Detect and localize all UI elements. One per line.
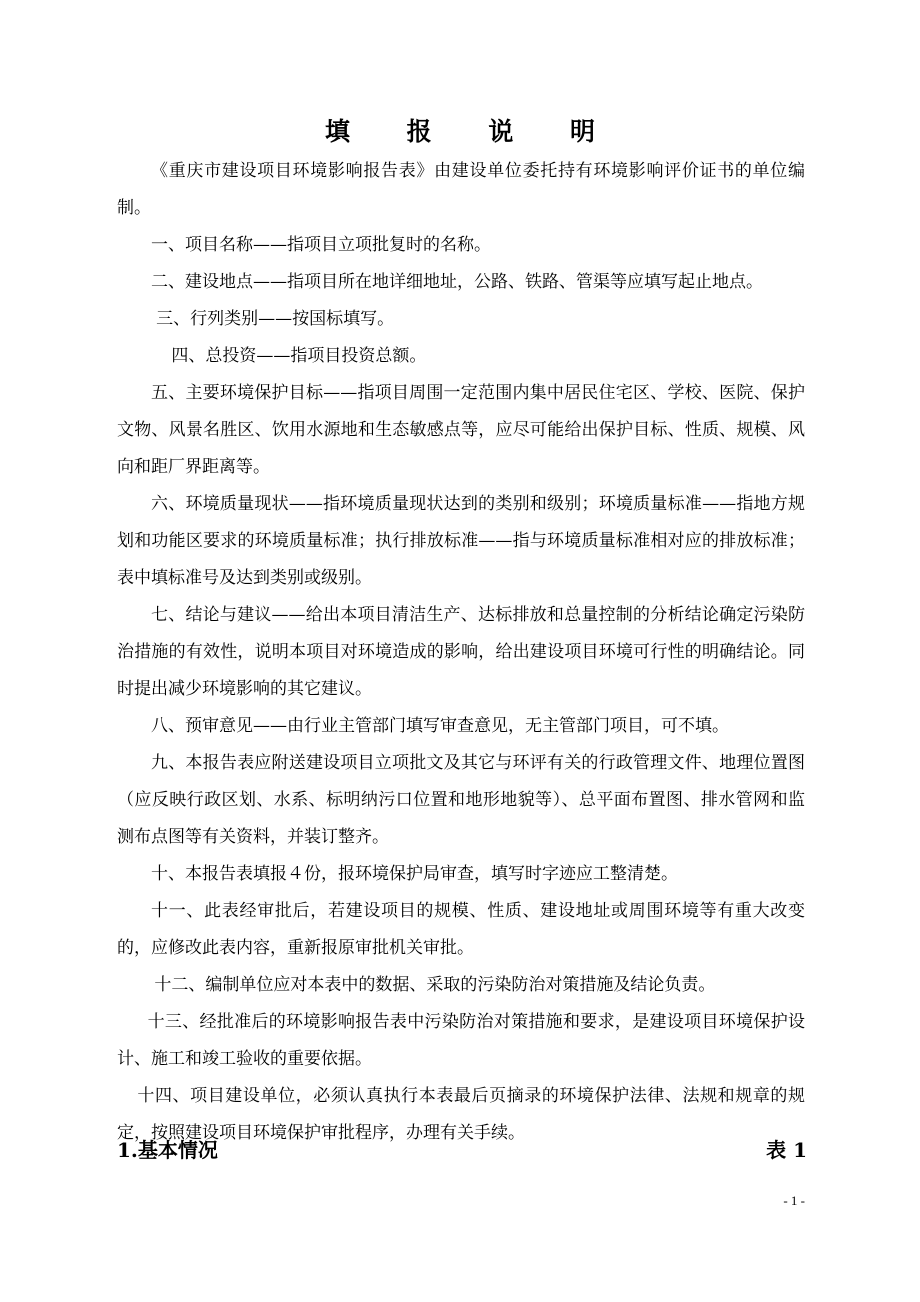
page-title: 填 报 说 明 [324, 117, 620, 146]
page-number: - 1 - [783, 1193, 805, 1208]
instruction-paragraph: 六、环境质量现状——指环境质量现状达到的类别和级别；环境质量标准——指地方规划和功能区要求的环境质量标准；执行排放标准——指与环境质量标准相对应的排放标准；表中填标准号及达到类别或级别。 [117, 494, 805, 588]
table-label: 表 1 [766, 1137, 807, 1162]
instructions-body [117, 153, 805, 1152]
instruction-paragraph: 九、本报告表应附送建设项目立项批文及其它与环评有关的行政管理文件、地理位置图（应反映行政区划、水系、标明纳污口位置和地形地貌等）、总平面布置图、排水管网和监测布点图等有关资料，并装订整齐。 [117, 753, 805, 847]
instruction-paragraph: 十一、此表经审批后，若建设项目的规模、性质、建设地址或周围环境等有重大改变的，应修改此表内容，重新报原审批机关审批。 [117, 901, 805, 958]
instruction-paragraph: 《重庆市建设项目环境影响报告表》由建设单位委托持有环境影响评价证书的单位编制。 [117, 161, 805, 218]
section-heading: 1.基本情况 [117, 1137, 218, 1162]
instruction-paragraph: 七、结论与建议——给出本项目清洁生产、达标排放和总量控制的分析结论确定污染防治措施的有效性，说明本项目对环境造成的影响，给出建设项目环境可行性的明确结论。同时提出减少环境影响的其它建议。 [117, 605, 805, 699]
instruction-paragraph: 一、项目名称——指项目立项批复时的名称。 [151, 235, 491, 255]
instruction-paragraph: 十四、项目建设单位，必须认真执行本表最后页摘录的环境保护法律、法规和规章的规定，按照建设项目环境保护审批程序，办理有关手续。 [117, 1086, 805, 1143]
section-header-row [117, 1128, 807, 1168]
instruction-paragraph: 二、建设地点——指项目所在地详细地址，公路、铁路、管渠等应填写起止地点。 [151, 272, 763, 292]
instruction-paragraph: 十三、经批准后的环境影响报告表中污染防治对策措施和要求，是建设项目环境保护设计、施工和竣工验收的重要依据。 [117, 1012, 805, 1069]
instruction-paragraph: 八、预审意见——由行业主管部门填写审查意见，无主管部门项目，可不填。 [151, 716, 729, 736]
instruction-paragraph: 三、行列类别——按国标填写。 [156, 309, 395, 329]
instruction-paragraph: 五、主要环境保护目标——指项目周围一定范围内集中居民住宅区、学校、医院、保护文物、风景名胜区、饮用水源地和生态敏感点等，应尽可能给出保护目标、性质、规模、风向和距厂界距离等。 [117, 383, 805, 477]
instruction-paragraph: 十、本报告表填报４份，报环境保护局审查，填写时字迹应工整清楚。 [151, 864, 678, 884]
instruction-paragraph: 十二、编制单位应对本表中的数据、采取的污染防治对策措施及结论负责。 [154, 975, 716, 995]
instruction-paragraph: 四、总投资——指项目投资总额。 [171, 346, 427, 366]
